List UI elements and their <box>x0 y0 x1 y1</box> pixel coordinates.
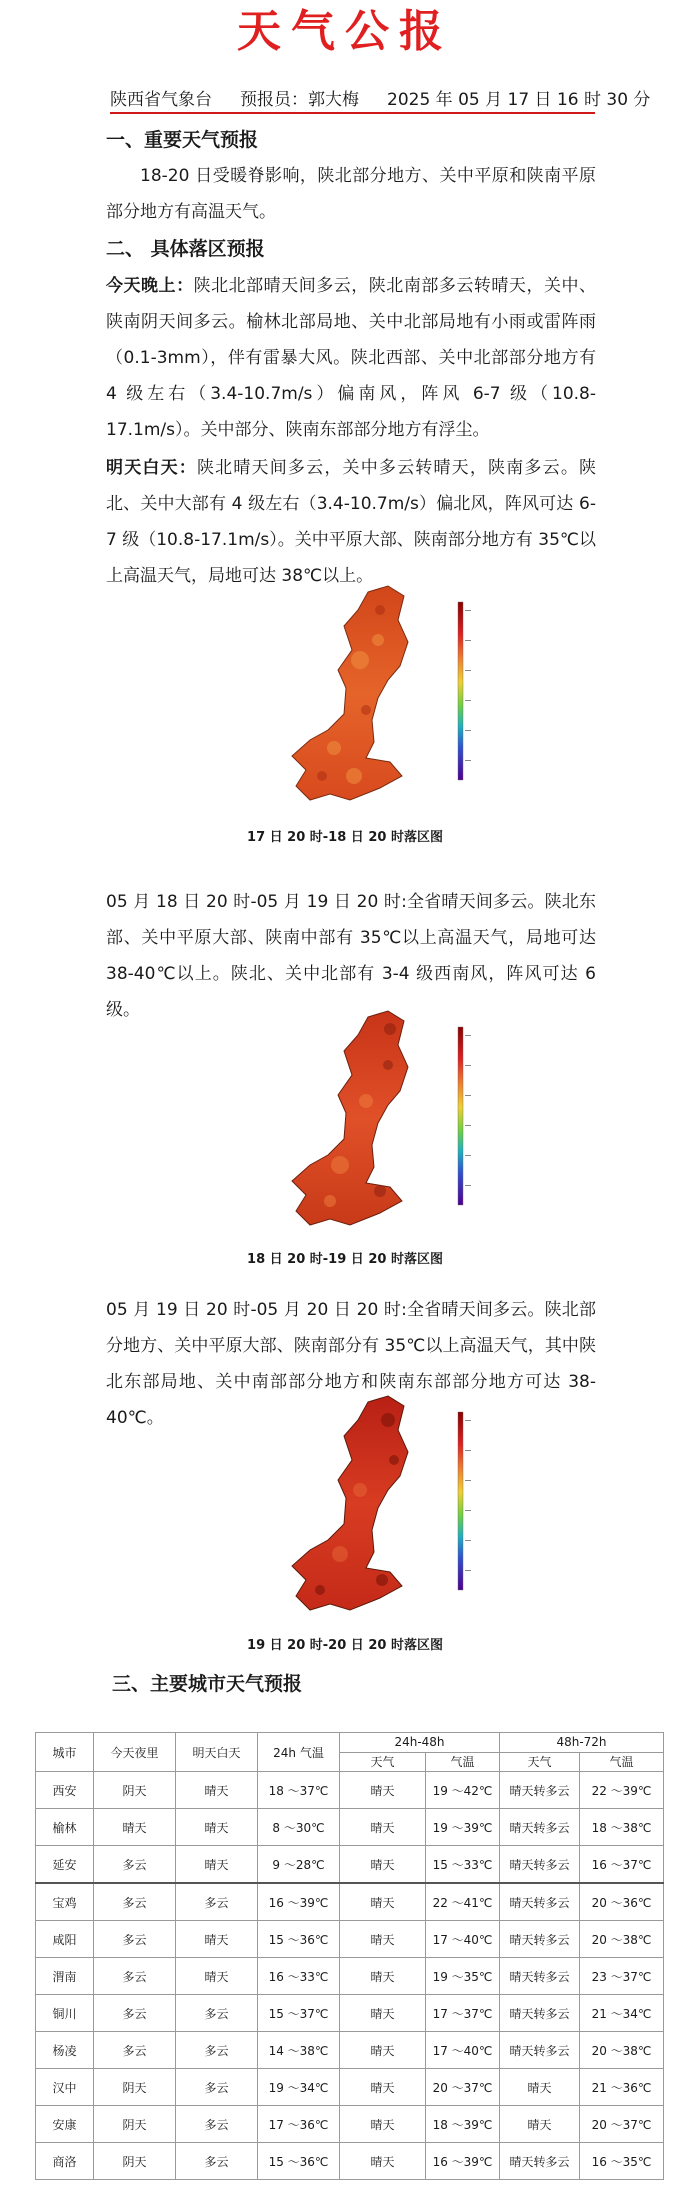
weather-72h: 晴天转多云 <box>500 1995 580 2032</box>
forecaster-name: 预报员：郭大梅 <box>240 90 359 110</box>
table-row <box>36 2106 664 2143</box>
weather-48h: 晴天 <box>340 2069 426 2106</box>
weather-72h: 晴天 <box>500 2069 580 2106</box>
section2-heading: 二、 具体落区预报 <box>106 238 265 260</box>
city-rows <box>36 1772 664 2180</box>
weather-48h: 晴天 <box>340 2032 426 2069</box>
temp-48h: 17 ～40℃ <box>426 2032 500 2069</box>
day2-label: 05 月 18 日 20 时-05 月 19 日 20 时: <box>106 892 407 912</box>
temp-48h: 18 ～39℃ <box>426 2106 500 2143</box>
temp-24h: 18 ～37℃ <box>258 1772 340 1809</box>
temp-48h: 20 ～37℃ <box>426 2069 500 2106</box>
temp-72h: 23 ～37℃ <box>580 1958 664 1995</box>
table-row <box>36 1883 664 1921</box>
day-weather: 晴天 <box>176 1772 258 1809</box>
header-tonight: 今天夜里 <box>94 1733 176 1772</box>
temp-24h: 8 ～30℃ <box>258 1809 340 1846</box>
city-name: 延安 <box>36 1846 94 1884</box>
day-weather: 多云 <box>176 2069 258 2106</box>
agency-name: 陕西省气象台 <box>110 90 212 110</box>
precip-map-3 <box>270 1390 490 1630</box>
day-weather: 晴天 <box>176 1846 258 1884</box>
table-row <box>36 1958 664 1995</box>
city-name: 西安 <box>36 1772 94 1809</box>
tonight-weather: 多云 <box>94 1846 176 1884</box>
temp-72h: 20 ～38℃ <box>580 1921 664 1958</box>
tomorrow-label: 明天白天： <box>106 458 197 478</box>
precip-map-2 <box>270 1005 490 1245</box>
temp-72h: 22 ～39℃ <box>580 1772 664 1809</box>
section1-heading: 一、重要天气预报 <box>106 129 259 151</box>
tonight-forecast <box>106 268 596 448</box>
day-weather: 晴天 <box>176 1809 258 1846</box>
temp-24h: 19 ～34℃ <box>258 2069 340 2106</box>
header-weather-72h: 天气 <box>500 1752 580 1772</box>
tonight-weather: 阴天 <box>94 1772 176 1809</box>
day-weather: 多云 <box>176 2106 258 2143</box>
header-weather-48h: 天气 <box>340 1752 426 1772</box>
temp-48h: 19 ～35℃ <box>426 1958 500 1995</box>
weather-72h: 晴天转多云 <box>500 1958 580 1995</box>
table-row <box>36 2032 664 2069</box>
map1-caption: 17 日 20 时-18 日 20 时落区图 <box>247 830 443 845</box>
section1-text: 18-20 日受暖脊影响，陕北部分地方、关中平原和陕南平原部分地方有高温天气。 <box>106 166 596 222</box>
table-row <box>36 2143 664 2180</box>
tonight-weather: 阴天 <box>94 2106 176 2143</box>
tonight-weather: 多云 <box>94 2032 176 2069</box>
bulletin-title: 天气公报 <box>237 6 453 57</box>
day-weather: 多云 <box>176 1883 258 1921</box>
temp-48h: 22 ～41℃ <box>426 1883 500 1921</box>
temp-72h: 21 ～36℃ <box>580 2069 664 2106</box>
temp-48h: 19 ～42℃ <box>426 1772 500 1809</box>
city-name: 咸阳 <box>36 1921 94 1958</box>
day-weather: 多云 <box>176 1995 258 2032</box>
header-city: 城市 <box>36 1733 94 1772</box>
table-row <box>36 2069 664 2106</box>
weather-72h: 晴天转多云 <box>500 1846 580 1884</box>
day-weather: 多云 <box>176 2143 258 2180</box>
tonight-weather: 多云 <box>94 1958 176 1995</box>
header-temp24: 24h 气温 <box>258 1733 340 1772</box>
tonight-weather: 晴天 <box>94 1809 176 1846</box>
tomorrow-text: 陕北晴天间多云，关中多云转晴天，陕南多云。陕北、关中大部有 4 级左右（3.4-10.7m/s）偏北风，阵风可达 6-7 级（10.8-17.1m/s）。关中平原大部、陕南部分地方有 35℃以上高温天气，局地可达 38℃以上。 <box>106 458 597 586</box>
temp-48h: 16 ～39℃ <box>426 2143 500 2180</box>
city-forecast-table <box>35 1732 664 2180</box>
day3-label: 05 月 19 日 20 时-05 月 20 日 20 时: <box>106 1300 407 1320</box>
weather-48h: 晴天 <box>340 1809 426 1846</box>
day3-text: 全省晴天间多云。陕北部分地方、关中平原大部、陕南部分有 35℃以上高温天气，其中陕北东部局地、关中南部部分地方和陕南东部部分地方可达 38-40℃。 <box>106 1300 597 1428</box>
weather-72h: 晴天转多云 <box>500 1921 580 1958</box>
temp-24h: 15 ～37℃ <box>258 1995 340 2032</box>
temp-72h: 18 ～38℃ <box>580 1809 664 1846</box>
day-weather: 晴天 <box>176 1921 258 1958</box>
weather-48h: 晴天 <box>340 1958 426 1995</box>
temp-48h: 17 ～40℃ <box>426 1921 500 1958</box>
temp-24h: 16 ～33℃ <box>258 1958 340 1995</box>
weather-72h: 晴天转多云 <box>500 1772 580 1809</box>
weather-72h: 晴天转多云 <box>500 2143 580 2180</box>
weather-48h: 晴天 <box>340 1883 426 1921</box>
city-name: 商洛 <box>36 2143 94 2180</box>
weather-48h: 晴天 <box>340 1921 426 1958</box>
temp-48h: 17 ～37℃ <box>426 1995 500 2032</box>
temp-24h: 16 ～39℃ <box>258 1883 340 1921</box>
weather-72h: 晴天转多云 <box>500 2032 580 2069</box>
weather-48h: 晴天 <box>340 2143 426 2180</box>
city-name: 铜川 <box>36 1995 94 2032</box>
weather-48h: 晴天 <box>340 2106 426 2143</box>
temp-24h: 17 ～36℃ <box>258 2106 340 2143</box>
issue-time: 2025 年 05 月 17 日 16 时 30 分 <box>387 90 651 110</box>
byline <box>110 88 651 112</box>
city-name: 宝鸡 <box>36 1883 94 1921</box>
section3-heading: 三、主要城市天气预报 <box>112 1673 303 1695</box>
day-weather: 多云 <box>176 2032 258 2069</box>
weather-48h: 晴天 <box>340 1995 426 2032</box>
table-row <box>36 1846 664 1884</box>
header-group-48h: 24h-48h <box>340 1733 500 1753</box>
tonight-weather: 多云 <box>94 1995 176 2032</box>
map3-caption: 19 日 20 时-20 日 20 时落区图 <box>247 1638 443 1653</box>
tonight-weather: 阴天 <box>94 2143 176 2180</box>
table-row <box>36 1809 664 1846</box>
header-group-72h: 48h-72h <box>500 1733 664 1753</box>
tonight-label: 今天晚上： <box>106 276 194 296</box>
temp-48h: 15 ～33℃ <box>426 1846 500 1884</box>
day2-text: 全省晴天间多云。陕北东部、关中平原大部、陕南中部有 35℃以上高温天气，局地可达 38-40℃以上。陕北、关中北部有 3-4 级西南风，阵风可达 6 级。 <box>106 892 597 1020</box>
city-name: 安康 <box>36 2106 94 2143</box>
tomorrow-forecast <box>106 450 596 594</box>
temp-24h: 9 ～28℃ <box>258 1846 340 1884</box>
temp-24h: 14 ～38℃ <box>258 2032 340 2069</box>
weather-48h: 晴天 <box>340 1846 426 1884</box>
temp-24h: 15 ～36℃ <box>258 2143 340 2180</box>
temp-24h: 15 ～36℃ <box>258 1921 340 1958</box>
temp-72h: 20 ～37℃ <box>580 2106 664 2143</box>
precip-map-1 <box>270 580 490 820</box>
tonight-text: 陕北北部晴天间多云，陕北南部多云转晴天，关中、陕南阴天间多云。榆林北部局地、关中北部局地有小雨或雷阵雨（0.1-3mm），伴有雷暴大风。陕北西部、关中北部部分地方有 4 级左右（3.4-10.7m/s）偏南风，阵风 6-7 级（10.8-17.1m/s）。关中部分、陕南东部部分地方有浮尘。 <box>106 276 597 440</box>
tonight-weather: 阴天 <box>94 2069 176 2106</box>
tonight-weather: 多云 <box>94 1921 176 1958</box>
weather-72h: 晴天转多云 <box>500 1883 580 1921</box>
temp-72h: 16 ～37℃ <box>580 1846 664 1884</box>
temp-72h: 20 ～36℃ <box>580 1883 664 1921</box>
temp-48h: 19 ～39℃ <box>426 1809 500 1846</box>
table-row <box>36 1921 664 1958</box>
city-name: 杨凌 <box>36 2032 94 2069</box>
weather-72h: 晴天 <box>500 2106 580 2143</box>
weather-48h: 晴天 <box>340 1772 426 1809</box>
city-name: 汉中 <box>36 2069 94 2106</box>
day-weather: 晴天 <box>176 1958 258 1995</box>
table-row <box>36 1772 664 1809</box>
table-row <box>36 1995 664 2032</box>
tonight-weather: 多云 <box>94 1883 176 1921</box>
map2-caption: 18 日 20 时-19 日 20 时落区图 <box>247 1252 443 1267</box>
city-name: 榆林 <box>36 1809 94 1846</box>
temp-72h: 20 ～38℃ <box>580 2032 664 2069</box>
header-temp-48h: 气温 <box>426 1752 500 1772</box>
weather-72h: 晴天转多云 <box>500 1809 580 1846</box>
header-rule <box>110 112 595 114</box>
header-tomorrow: 明天白天 <box>176 1733 258 1772</box>
temp-72h: 21 ～34℃ <box>580 1995 664 2032</box>
temp-72h: 16 ～35℃ <box>580 2143 664 2180</box>
city-name: 渭南 <box>36 1958 94 1995</box>
header-temp-72h: 气温 <box>580 1752 664 1772</box>
